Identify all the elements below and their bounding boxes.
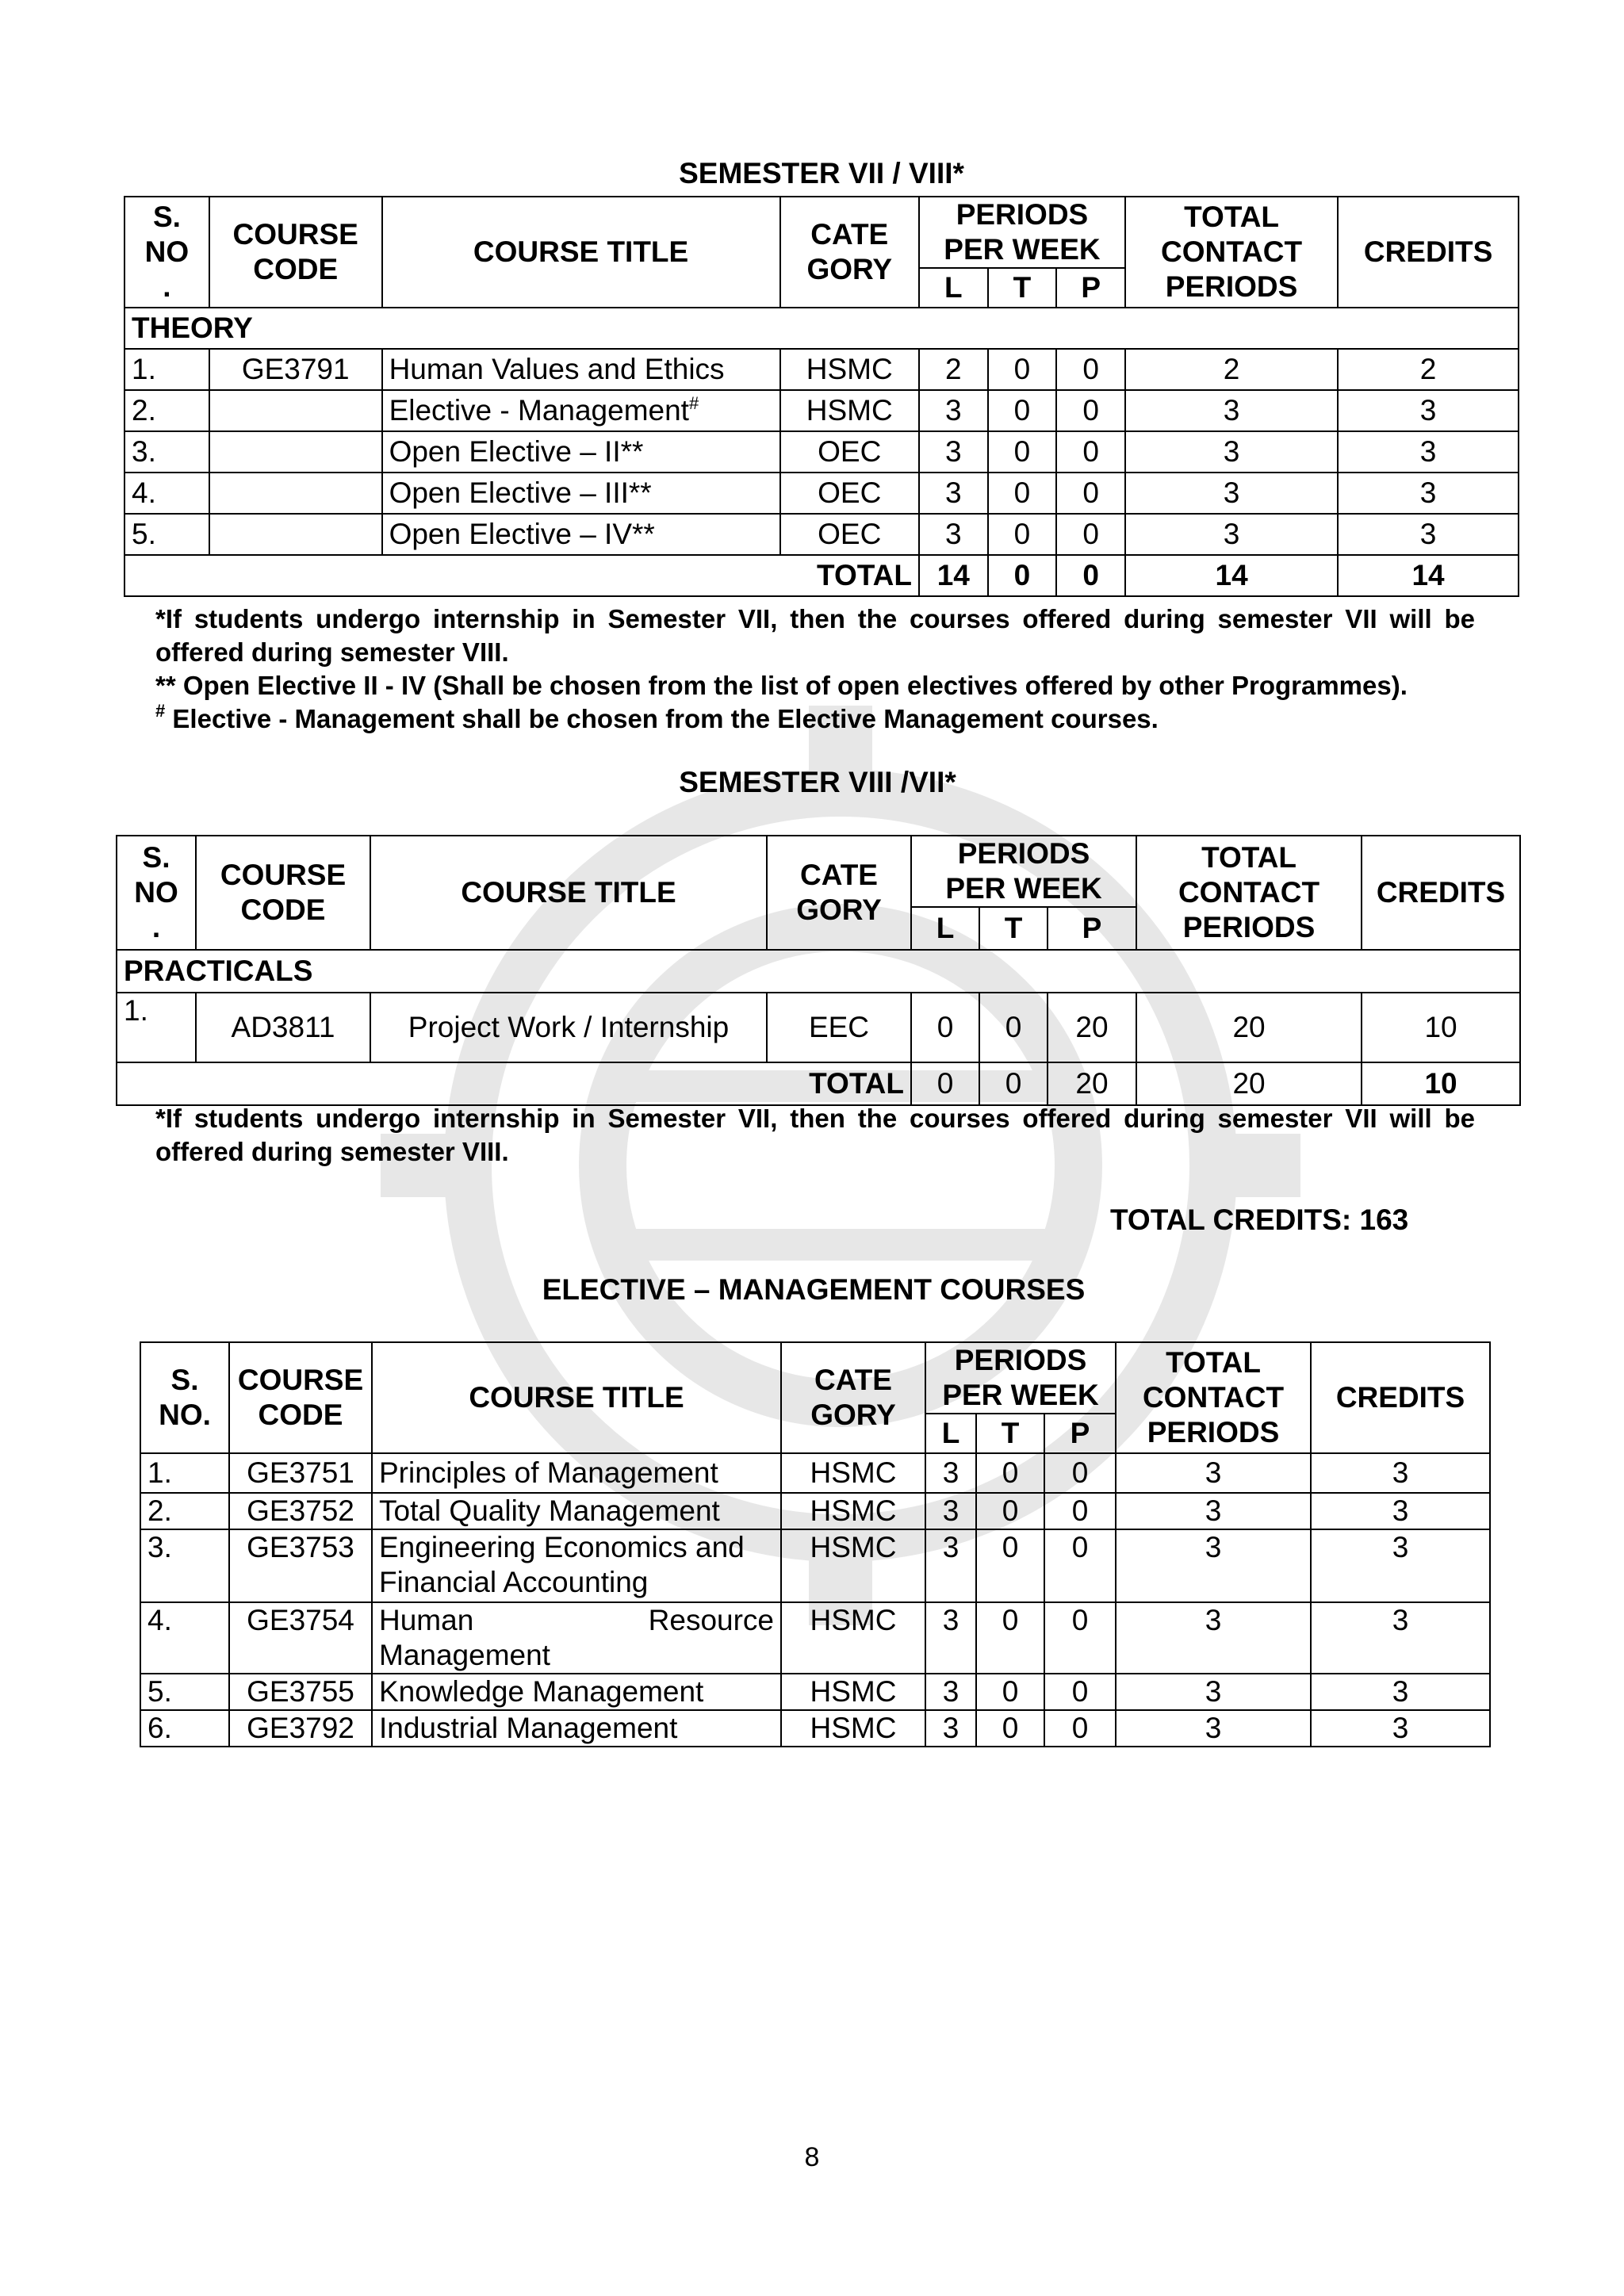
- table-row: 6. GE3792 Industrial Management HSMC 3 0 0 3 3: [140, 1710, 1490, 1747]
- group-row-theory: THEORY: [124, 308, 1519, 349]
- table-header-row: [124, 197, 1519, 268]
- header-p: P: [1048, 907, 1136, 950]
- semester-vii-title: SEMESTER VII / VIII*: [679, 157, 964, 189]
- header-sno: S. NO.: [140, 1342, 229, 1453]
- semester-vii-table: [124, 196, 1519, 597]
- header-sno: S. NO .: [117, 836, 196, 950]
- header-course-title: COURSE TITLE: [382, 197, 780, 308]
- header-periods: PERIODS PER WEEK: [911, 836, 1136, 907]
- header-periods: PERIODS PER WEEK: [925, 1342, 1116, 1414]
- header-contact-periods: TOTAL CONTACT PERIODS: [1125, 197, 1338, 308]
- note-open-elective: ** Open Elective II - IV (Shall be chosen from the list of open electives offered by other Programmes).: [155, 671, 1408, 700]
- header-l: L: [925, 1414, 976, 1453]
- table-row: 2. Elective - Management# HSMC 3 0 0 3 3: [124, 390, 1519, 431]
- header-course-code: COURSE CODE: [229, 1342, 372, 1453]
- header-periods: PERIODS PER WEEK: [919, 197, 1125, 268]
- note-internship: *If students undergo internship in Semester VII, then the courses offered during semester VII will be offered during semester VIII.: [155, 604, 1475, 667]
- group-row-practicals: PRACTICALS: [117, 950, 1520, 993]
- header-t: T: [979, 907, 1048, 950]
- table-row: 2. GE3752 Total Quality Management HSMC 3 0 0 3 3: [140, 1493, 1490, 1529]
- table-row: 1. GE3751 Principles of Management HSMC 3 0 0 3 3: [140, 1453, 1490, 1493]
- header-course-title: COURSE TITLE: [370, 836, 767, 950]
- header-p: P: [1044, 1414, 1116, 1453]
- header-contact-periods: TOTAL CONTACT PERIODS: [1116, 1342, 1311, 1453]
- header-l: L: [919, 268, 988, 308]
- table-row: 5. Open Elective – IV** OEC 3 0 0 3 3: [124, 514, 1519, 555]
- header-p: P: [1056, 268, 1125, 308]
- header-credits: CREDITS: [1311, 1342, 1490, 1453]
- table-row: 4. GE3754 Human Resource Management HSMC 3 0 0 3 3: [140, 1602, 1490, 1674]
- header-category: CATE GORY: [781, 1342, 925, 1453]
- table-row: 3. Open Elective – II** OEC 3 0 0 3 3: [124, 431, 1519, 473]
- table-row: 1. GE3791 Human Values and Ethics HSMC 2 0 0 2 2: [124, 349, 1519, 390]
- header-t: T: [976, 1414, 1044, 1453]
- table-row: 3. GE3753 Engineering Economics and Financial Accounting HSMC 3 0 0 3 3: [140, 1529, 1490, 1602]
- table-row: 4. Open Elective – III** OEC 3 0 0 3 3: [124, 473, 1519, 514]
- header-course-code: COURSE CODE: [196, 836, 370, 950]
- total-row: TOTAL 0 0 20 20 10: [117, 1062, 1520, 1105]
- page-number: 8: [804, 2142, 820, 2172]
- semester-viii-table: [116, 835, 1521, 1106]
- semester-viii-title: SEMESTER VIII /VII*: [679, 766, 956, 798]
- header-sno: S. NO .: [124, 197, 209, 308]
- header-course-title: COURSE TITLE: [372, 1342, 781, 1453]
- table-row: 1. AD3811 Project Work / Internship EEC 0 0 20 20 10: [117, 993, 1520, 1062]
- header-course-code: COURSE CODE: [209, 197, 382, 308]
- header-l: L: [911, 907, 979, 950]
- elective-management-table: [140, 1341, 1491, 1747]
- header-category: CATE GORY: [767, 836, 911, 950]
- total-credits: TOTAL CREDITS: 163: [1110, 1203, 1409, 1236]
- header-t: T: [988, 268, 1057, 308]
- elective-management-title: ELECTIVE – MANAGEMENT COURSES: [542, 1273, 1086, 1306]
- header-credits: CREDITS: [1338, 197, 1519, 308]
- total-row: TOTAL 14 0 0 14 14: [124, 555, 1519, 596]
- semester-vii-notes: [155, 603, 1475, 736]
- header-contact-periods: TOTAL CONTACT PERIODS: [1136, 836, 1362, 950]
- note-elective-management: # Elective - Management shall be chosen from the Elective Management courses.: [155, 701, 1159, 733]
- header-credits: CREDITS: [1362, 836, 1520, 950]
- header-category: CATE GORY: [780, 197, 919, 308]
- semester-viii-note: *If students undergo internship in Semester VII, then the courses offered during semester VII will be offered during semester VIII.: [155, 1104, 1475, 1166]
- table-row: 5. GE3755 Knowledge Management HSMC 3 0 0 3 3: [140, 1674, 1490, 1710]
